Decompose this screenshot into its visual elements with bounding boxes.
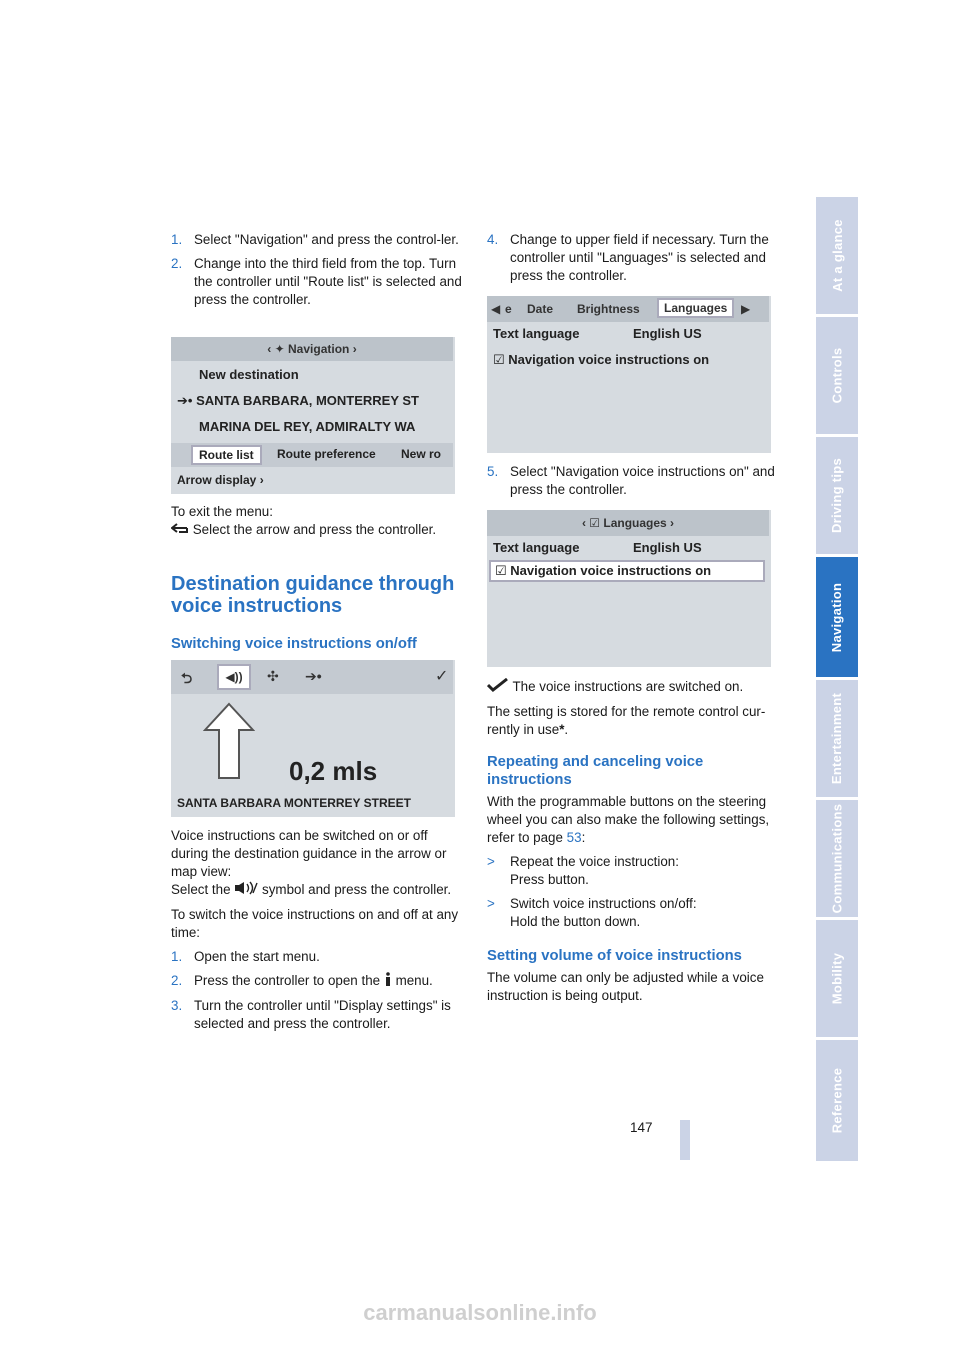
page-number: 147	[630, 1120, 653, 1135]
arrow-view-screenshot	[171, 660, 467, 817]
step-2: 2. Change into the third field from the top. Turn the controller until "Route list" is selected and press the controller.	[171, 256, 462, 307]
destination-row-1: ➔• SANTA BARBARA, MONTERREY ST	[177, 393, 419, 408]
checkmark-icon: ☑	[493, 352, 509, 367]
map-icon[interactable]: ✣	[267, 668, 279, 684]
section-heading: Destination guidance through voice instructions	[171, 573, 455, 617]
para-voice-switch: Voice instructions can be switched on or off during the destination guidance in the arrow or map view: Select the symbol and press the controller.	[171, 827, 467, 900]
switched-on-note: The voice instructions are switched on.	[487, 678, 783, 697]
check-icon[interactable]: ✓	[435, 668, 449, 685]
tab-route-list[interactable]: Route list	[191, 445, 262, 465]
new-destination-row: New destination	[199, 367, 299, 382]
tab-reference[interactable]: Reference	[816, 1040, 858, 1161]
subheading-switching: Switching voice instructions on/off	[171, 636, 417, 652]
right-step-4: 4. Change to upper field if necessary. Turn the controller until "Languages" is selected and press the controller.	[487, 232, 769, 283]
para-any-time: To switch the voice instructions on and off at any time:	[171, 907, 459, 940]
back-arrow-icon	[171, 521, 189, 539]
voice-instructions-selected-row[interactable]: ☑ Navigation voice instructions on	[489, 560, 765, 582]
tab-driving-tips[interactable]: Driving tips	[816, 437, 858, 554]
destination-row-2: MARINA DEL REY, ADMIRALTY WA	[199, 419, 416, 434]
step-b1: 1. Open the start menu.	[171, 949, 320, 964]
arrow-display-row: Arrow display ›	[177, 473, 264, 487]
tab-row	[171, 443, 453, 467]
voice-symbol-icon	[234, 881, 258, 900]
bullet-repeat: > Repeat the voice instruction: Press button.	[487, 854, 679, 887]
checkmark-icon: ☑	[495, 563, 511, 578]
street-name: SANTA BARBARA MONTERREY STREET	[177, 796, 412, 810]
direction-arrow-icon	[203, 702, 255, 780]
voice-icon[interactable]: ◀))	[217, 664, 251, 690]
tab-at-a-glance[interactable]: At a glance	[816, 197, 858, 314]
check-mark-icon	[487, 678, 509, 697]
tab-languages[interactable]: Languages	[657, 298, 734, 318]
nav-header: ‹ ✦ Navigation ›	[171, 337, 453, 361]
languages-header: ‹ ☑ Languages ›	[487, 510, 769, 536]
page-link[interactable]: 53	[566, 830, 582, 845]
chapter-tabs	[816, 197, 858, 1161]
back-icon[interactable]: ⮌	[181, 670, 193, 686]
right-body	[487, 678, 783, 1011]
tab-controls[interactable]: Controls	[816, 317, 858, 434]
right-step-5: 5. Select "Navigation voice instructions on" and press the controller.	[487, 464, 775, 497]
heading-volume: Setting volume of voice instructions	[487, 948, 742, 964]
exit-block	[171, 503, 467, 545]
languages-tab-screenshot	[487, 296, 783, 453]
left-body	[171, 827, 467, 1039]
bullet-switch: > Switch voice instructions on/off: Hold the button down.	[487, 896, 697, 929]
tab-navigation[interactable]: Navigation	[816, 557, 858, 677]
tab-entertainment[interactable]: Entertainment	[816, 680, 858, 797]
text-language-row[interactable]: Text language English US	[493, 540, 702, 555]
left-column	[171, 231, 467, 315]
step-1: 1. Select "Navigation" and press the control-ler.	[171, 232, 459, 247]
heading-repeating: Repeating and canceling voice instructions	[487, 754, 704, 788]
settings-tabs: ◀ e Date Brightness Languages ▶	[487, 296, 769, 322]
tab-brightness[interactable]: Brightness	[577, 302, 640, 316]
footer-watermark: carmanualsonline.info	[363, 1300, 597, 1325]
tab-communications[interactable]: Communications	[816, 800, 858, 917]
info-icon	[384, 972, 392, 991]
stored-note: The setting is stored for the remote control cur-rently in use*.	[487, 704, 766, 737]
exit-text: Select the arrow and press the controller.	[171, 521, 467, 539]
repeat-para: With the programmable buttons on the steering wheel you can also make the following settings, refer to page 53:	[487, 794, 770, 845]
distance-readout: 0,2 mls	[289, 756, 378, 786]
tab-date[interactable]: Date	[527, 302, 554, 316]
volume-para: The volume can only be adjusted while a voice instruction is being output.	[487, 970, 764, 1003]
arrow-view-toolbar	[171, 660, 453, 694]
tab-new-route[interactable]: New ro	[401, 447, 442, 461]
tab-route-preference[interactable]: Route preference	[277, 447, 376, 461]
page-number-bar	[680, 1120, 690, 1160]
step-b3: 3. Turn the controller until "Display settings" is selected and press the controller.	[171, 998, 451, 1031]
voice-instructions-row[interactable]: ☑ Navigation voice instructions on	[493, 352, 710, 367]
route-list-screenshot	[171, 337, 467, 494]
step-b2: 2. Press the controller to open the menu.	[171, 972, 467, 991]
tab-mobility[interactable]: Mobility	[816, 920, 858, 1037]
exit-label: To exit the menu:	[171, 504, 273, 519]
tab-e[interactable]: e	[505, 302, 512, 316]
languages-menu-screenshot	[487, 510, 783, 667]
text-language-row[interactable]: Text language English US	[493, 326, 702, 341]
route-icon[interactable]: ➔•	[305, 668, 322, 684]
